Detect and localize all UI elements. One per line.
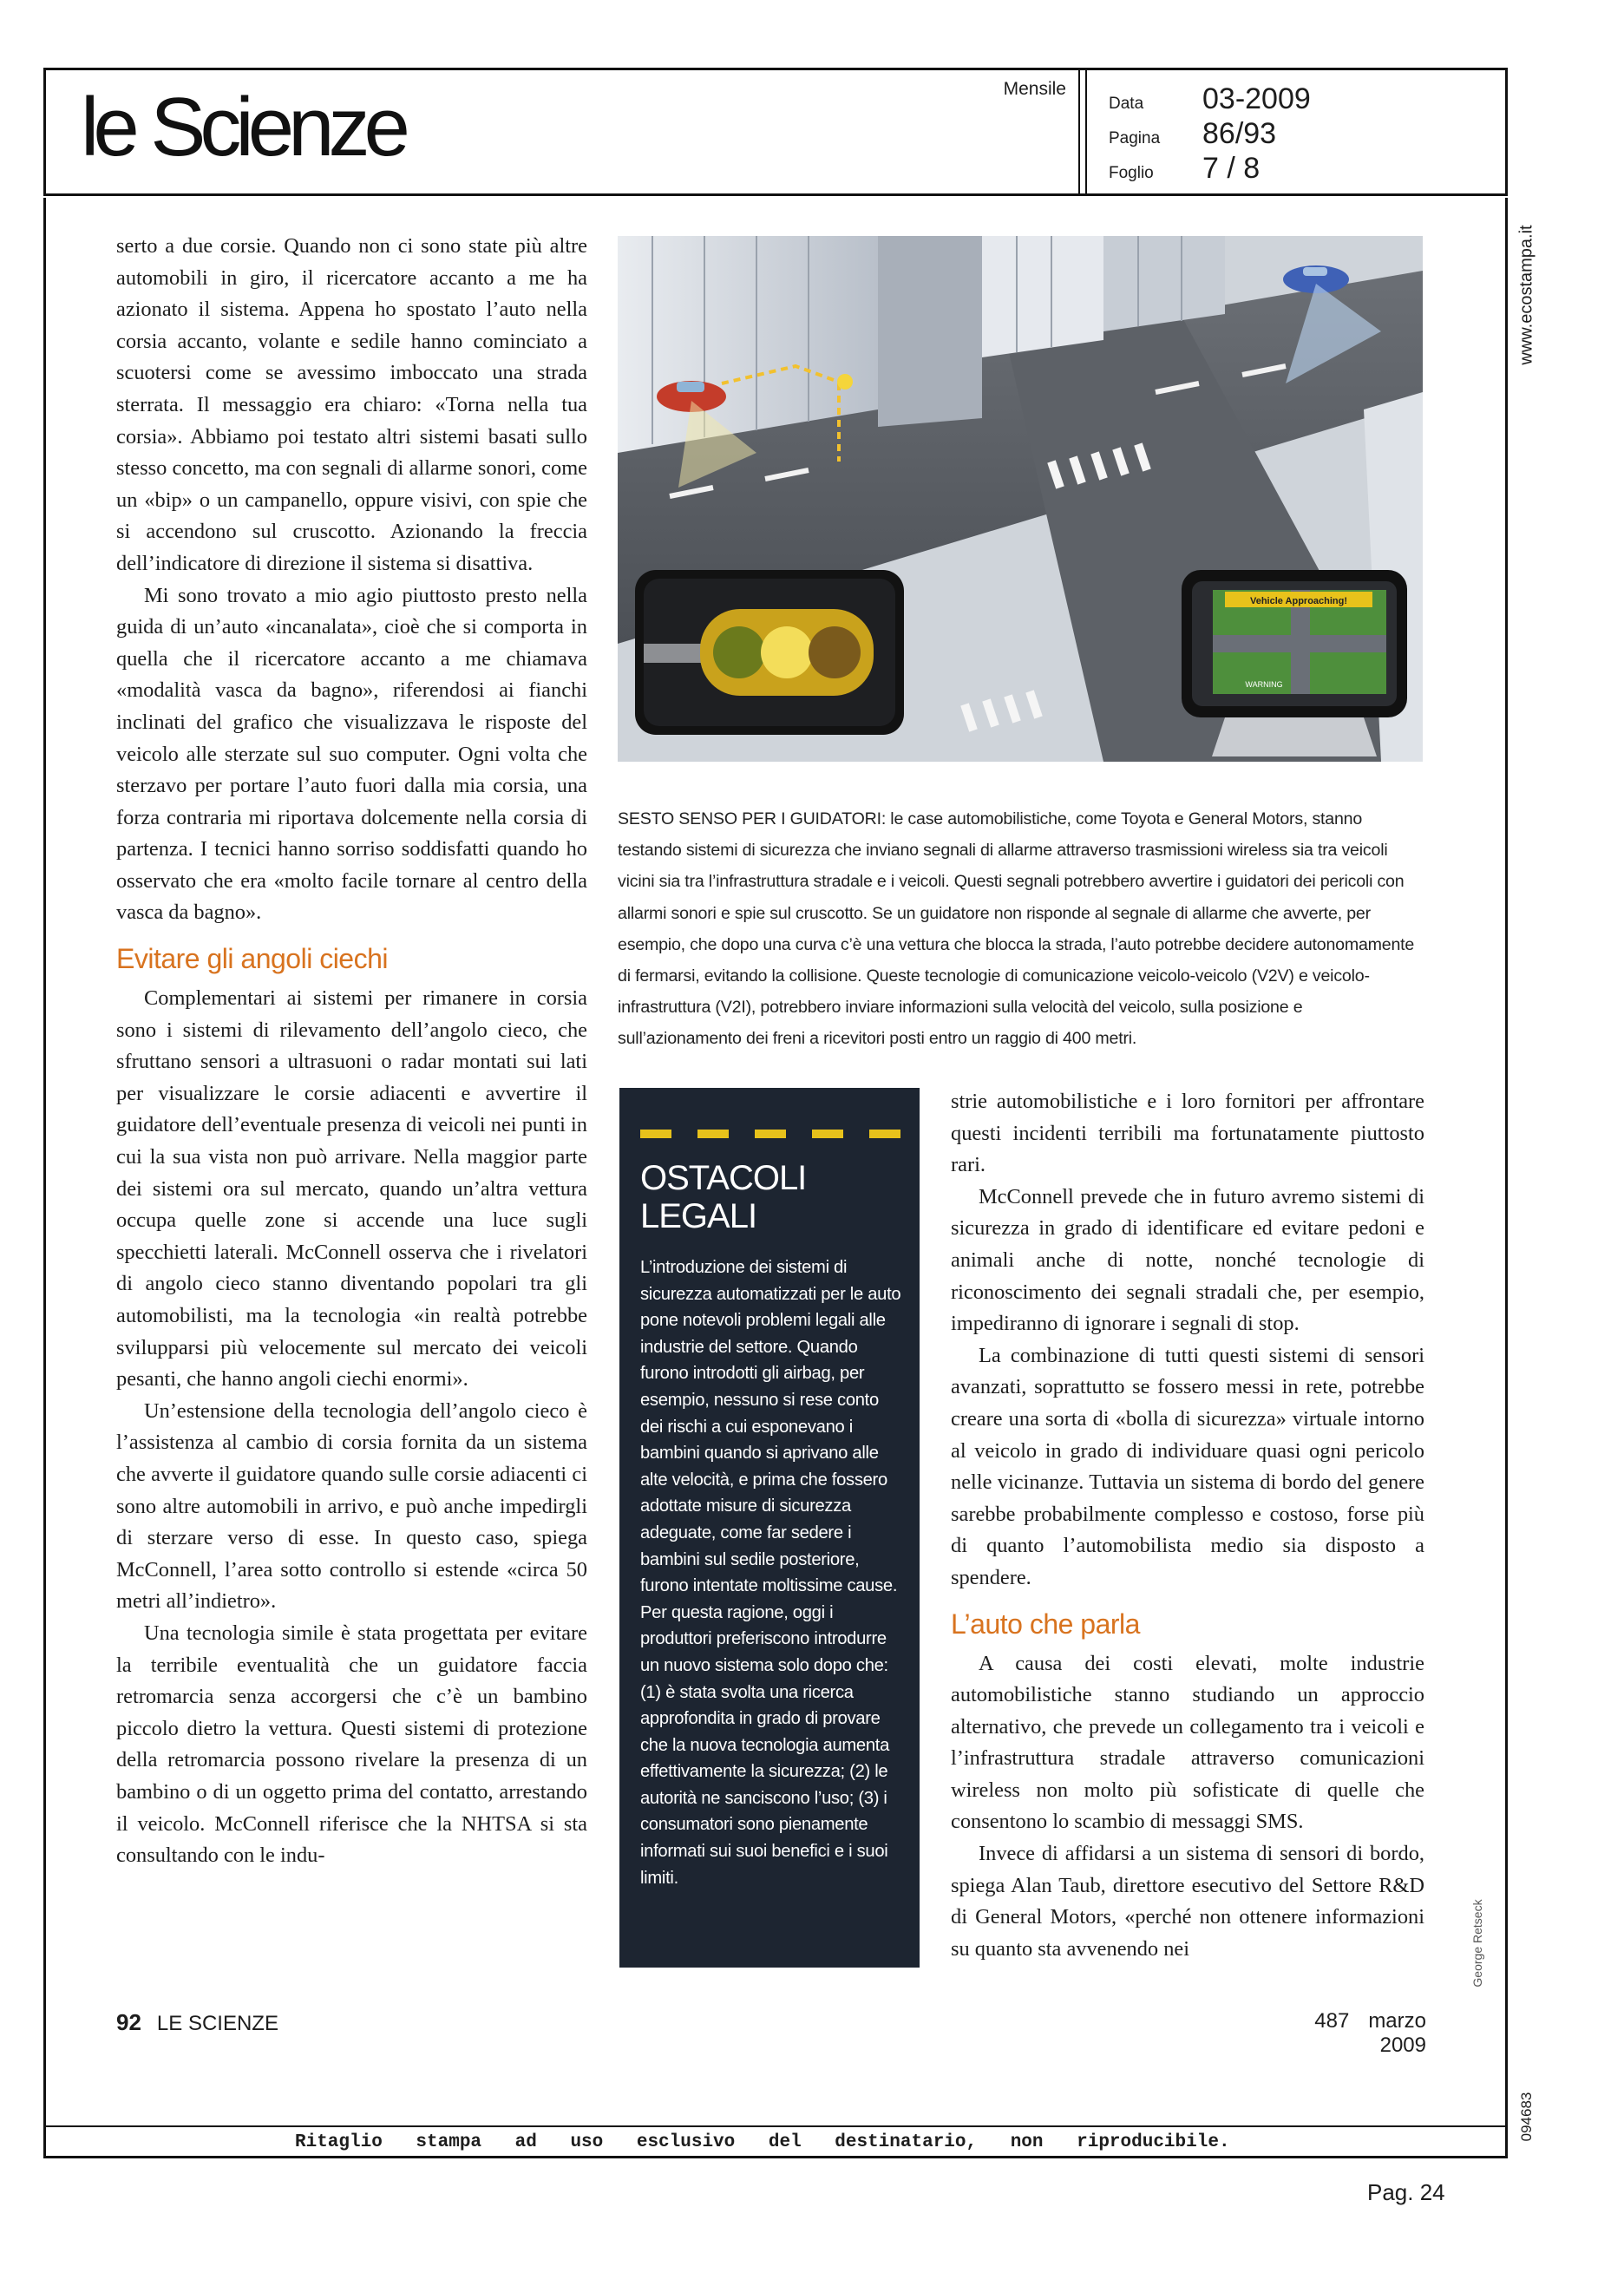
clipping-code [1509,2073,1544,2160]
page-number: 92 [116,2009,141,2035]
magazine-name: LE SCIENZE [156,2012,278,2035]
traffic-light-inset [635,570,904,735]
pagina-label: Pagina [1109,129,1161,147]
issue-date: marzo 2009 [1368,2009,1426,2057]
data-value: 03-2009 [1202,82,1311,115]
paragraph: Invece di affidarsi a un sistema di sensori di bordo, spiega Alan Taub, direttore esecutivo del Settore R&D di General Motors, «perché non ottenere informazioni su quanto sta avvenendo nei [951,1842,1424,1961]
intersection-illustration [618,236,1423,762]
illustration-credit [1464,1891,1490,1995]
credit-text: George Retseck [1470,1899,1484,1988]
header-divider [1078,70,1080,193]
pagina-value: 86/93 [1202,117,1277,150]
folio-right [1253,2009,1426,2058]
issue-number: 487 [1314,2009,1350,2033]
footer-divider [46,2125,1505,2127]
paragraph: La combinazione di tutti questi sistemi di sensori avanzati, soprattutto se fossero messi in rete, potrebbe creare una sorta di «bolla di sicurezza» virtuale intorno al veicolo in grado di individuare quasi ogni pericolo nelle vicinanze. Tuttavia un sistema di bordo del genere sarebbe probabilmente complesso e costoso, forse più di quanto l’automobilista medio sia disposto a spendere. [951,1343,1424,1589]
clipping-notice: Ritaglio stampa ad uso esclusivo del destinatario, non riproducibile. [295,2132,1230,2152]
header-divider [1085,70,1087,193]
paragraph: Una tecnologia simile è stata progettata per evitare la terribile eventualità che un guidatore faccia retromarcia senza accorgersi che c’è un bambino piccolo dietro la vettura. Questi sistemi di protezione della retromarcia possono rivelare la presenza di un bambino o di un oggetto prima del contatto, arrestando il veicolo. McConnell riferisce che la NHTSA si sta consultando con le indu- [116,1621,587,1868]
figure-caption [618,803,1424,1055]
clipping-code-text: 094683 [1518,2092,1535,2142]
section-heading: L’auto che parla [951,1608,1140,1640]
section-heading: Evitare gli angoli ciechi [116,943,388,975]
foglio-label: Foglio [1109,164,1154,182]
screen-alert-text: Vehicle Approaching! [1249,596,1348,606]
sidebar-box [619,1088,920,1968]
paragraph: Un’estensione della tecnologia dell’angolo cieco è l’assistenza al cambio di corsia fornita da un sistema che avverte il guidatore quando sulle corsie adiacenti ci sono altre automobili in arrivo, e può anche impedirgli di sterzare verso di esse. In questo caso, spiega McConnell, l’area sotto controllo si estende «circa 50 metri all’indietro». [116,1398,587,1614]
paragraph: Complementari ai sistemi per rimanere in corsia sono i sistemi di rilevamento dell’angolo cieco, che sfruttano sensori a ultrasuoni o radar montati sui lati per visualizzare le corsie adiacenti e avvertire il guidatore dell’eventuale presenza di veicoli nei punti in cui la sua vista non può arrivare. Nella maggior parte dei sistemi ora sul mercato, quando un’altra vettura occupa quelle zone si accende una luce sugli specchietti laterali. McConnell osserva che i rivelatori di angolo cieco stanno diventando popolari tra gli automobilisti, ma la tecnologia «in realtà potrebbe svilupparsi più velocemente sul mercato dei veicoli pesanti, che hanno angoli ciechi enormi». [116,986,587,1392]
paragraph: strie automobilistiche e i loro fornitori per affrontare questi incidenti terribili ma fortunatamente piuttosto rari. [951,1090,1424,1177]
caption-text: le case automobilistiche, come Toyota e General Motors, stanno testando sistemi di sicurezza che inviano segnali di allarme attraverso trasmissioni wireless sia tra veicoli vicini sia tra l’infrastruttura stradale e i veicoli. Questi segnali potrebbero avvertire i guidatori dei pericoli con allarmi sonori e spie sul cruscotto. Se un guidatore non risponde al segnale di allarme che avverte, per esempio, che dopo una curva c’è una vettura che blocca la strada, l’auto potrebbe decidere autonomamente di fermarsi, evitando la collisione. Queste tecnologie di comunicazione veicolo-veicolo (V2V) e veicolo-infrastruttura (V2I), potrebbero inviare informazioni sulla velocità del veicolo, sulla posizione e sull’azionamento dei freni a ricevitori posti entro un raggio di 400 metri. [618,809,1415,1049]
data-label: Data [1109,95,1144,113]
sidebar-dashes [640,1130,900,1138]
article-column-right [951,1086,1424,1965]
caption-lead: SESTO SENSO PER I GUIDATORI: [618,809,887,828]
paragraph: Mi sono trovato a mio agio piuttosto presto nella guida di un’auto «incanalata», cioè che si comporta in quella che il ricercatore accanto a me chiamava «modalità vasca da bagno», riferendosi ai fianchi inclinati del grafico che visualizzava le risposte del veicolo alle sterzate sul suo computer. Ogni volta che sterzavo per portare l’auto fuori dalla mia corsia, una forza contraria mi riportava dolcemente nella corsia di partenza. I tecnici hanno sorriso soddisfatti quando ho osservato che era «molto facile tornare al centro della vasca da bagno». [116,583,587,925]
sidebar-title: OSTACOLI LEGALI [640,1159,807,1235]
illustration-graphic [618,236,1423,762]
article-column-left [116,231,587,1872]
side-url [1509,208,1544,382]
sidebar-text: L’introduzione dei sistemi di sicurezza automatizzati per le auto pone notevoli problemi legali alle industrie del settore. Quando furono introdotti gli airbag, per esempio, nessuno si rese conto dei rischi a cui esponevano i bambini quando si aprivano alle alte velocità, e prima che fossero adottate misure di sicurezza adeguate, come far sedere i bambini sul sedile posteriore, furono intentate moltissime cause. Per questa ragione, oggi i produttori preferiscono introdurre un nuovo sistema solo dopo che: (1) è stata svolta una ricerca approfondita in grado di provare che la nuova tecnologia aumenta effettivamente la sicurezza; (2) le autorità ne sanciscono l’uso; (3) i consumatori sono pienamente informati sui suoi benefici e i suoi limiti. [640,1258,901,1888]
side-url-text: www.ecostampa.it [1516,225,1536,365]
screen-warning-text: WARNING [1245,680,1283,689]
magazine-logo: le Scienze [81,81,404,174]
paragraph: McConnell prevede che in futuro avremo sistemi di sicurezza in grado di identificare ed evitare pedoni e animali anche di notte, nonché tecnologie di riconoscimento dei segnali stradali che, per esempio, impediranno di ignorare i segnali di stop. [951,1184,1424,1336]
folio-left [116,2009,278,2036]
pdf-page-number: Pag. 24 [1367,2179,1445,2205]
paragraph: serto a due corsie. Quando non ci sono state più altre automobili in giro, il ricercatore accanto a me ha azionato il sistema. Appena ho spostato l’auto nella corsia accanto, volante e sedile hanno cominciato a scuotersi come se avessimo imboccato una strada sterrata. Il messaggio era chiaro: «Torna nella tua corsia». Abbiamo poi testato altri sistemi basati sullo stesso concetto, ma con segnali di allarme sonori, come un «bip» o un campanello, oppure visivi, con spie che si accendono sul cruscotto. Azionando la freccia dell’indicatore di direzione il sistema si disattiva. [116,234,587,575]
paragraph: A causa dei costi elevati, molte industrie automobilistiche stanno studiando un approccio alternativo, che prevede un collegamento tra i veicoli e l’infrastruttura stradale attraverso comunicazioni wireless non molto più sofisticate di quelle che consentono lo scambio di messaggi SMS. [951,1651,1424,1834]
foglio-value: 7 / 8 [1202,152,1261,185]
clipping-metadata [1109,82,1311,187]
periodicity-label: Mensile [1003,79,1066,99]
clipping-header [43,68,1508,196]
